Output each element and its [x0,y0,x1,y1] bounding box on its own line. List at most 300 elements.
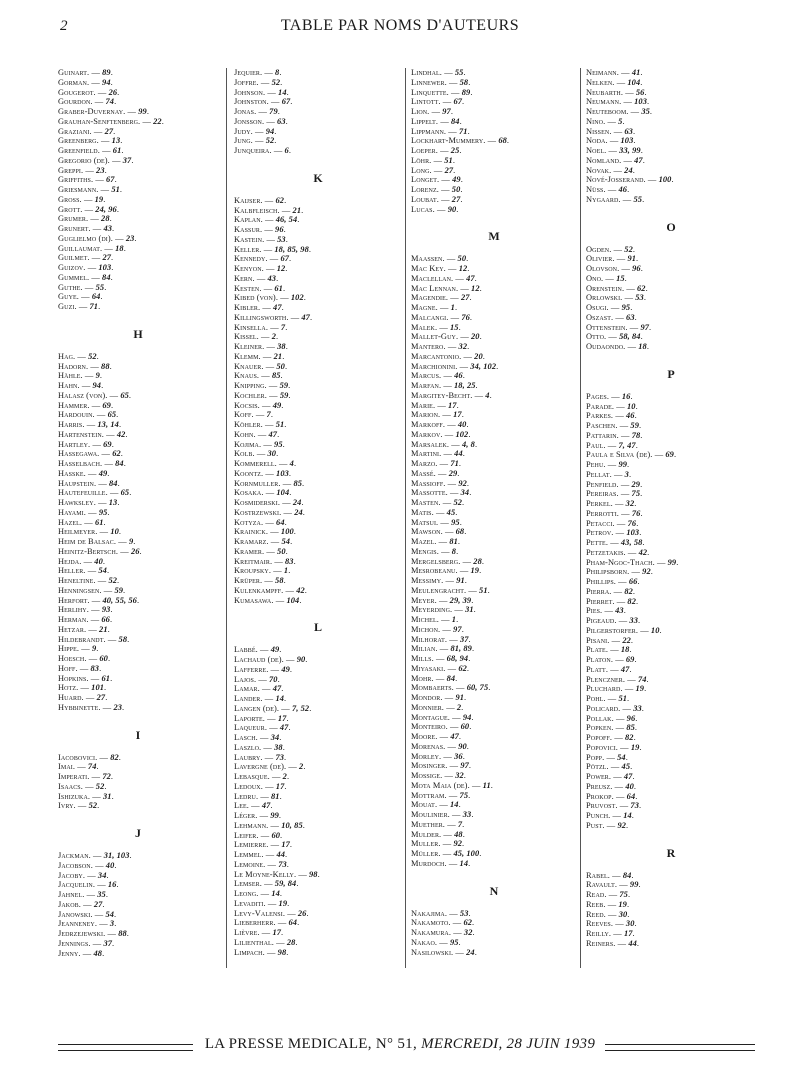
index-entry: Meyer. — 29, 39. [411,595,474,605]
author-name: Plenczner. — [586,674,638,684]
index-entry: Lockhart-Mummery. — 68. [411,136,510,146]
page-refs: 65 [120,488,130,498]
page-refs: 53 [459,908,469,918]
index-entry: Pruvost. — 73. [586,801,642,811]
page-refs: 84 [451,116,460,126]
page-refs: 50 [276,361,285,371]
page-refs: 103 [620,136,634,146]
author-name: Pigeaud. — [586,616,630,625]
page-refs: 1 [450,303,455,312]
author-name: Massioff. — [411,478,459,488]
page-refs: 70 [269,674,278,684]
index-entry: Mengis. — 8. [411,546,459,556]
author-name: Pattarin. — [586,430,632,440]
index-entry: Lebasque. — 2. [234,772,290,781]
page-refs: 102 [290,293,304,303]
author-name: Heilmeyer. — [58,527,111,537]
author-name: Otto. — [586,332,620,342]
page-refs: 34 [460,488,470,498]
index-entry: Messimy. — 91. [411,576,467,585]
page-refs: 26 [130,546,140,556]
author-name: Lieberherr. — [234,918,289,928]
page-refs: 63 [626,312,635,322]
index-entry: Nissen. — 63. [586,126,636,136]
index-entry: Lemoine. — 73. [234,859,289,869]
page-refs: 59 [279,381,289,390]
index-entry: Meulengracht. — 51. [411,585,490,595]
index-entry: Herman. — 66. [58,615,113,624]
author-name: Kojima. — [234,439,275,449]
page-refs: 100 [280,527,294,537]
index-entry: Hybbinette. — 23. [58,702,125,712]
page-refs: 26 [297,908,307,918]
index-entry: Leifer. — 60. [234,830,283,840]
index-entry: Petrov. — 103. [586,528,642,538]
author-name: Léger. — [234,811,271,820]
page-refs: 75 [619,890,628,899]
author-name: Ogden. — [586,244,625,254]
author-name: Heller. — [58,566,99,576]
author-name: Hotz. — [58,683,92,693]
author-name: Herlihy. — [58,605,102,615]
index-entry: Ogden. — 52. [586,244,636,254]
index-entry: Popp. — 54. [586,752,628,762]
author-name: Popoff. — [586,733,625,742]
author-name: Junqueira. — [234,146,285,155]
page-refs: 83 [285,556,294,566]
author-name: Markoff. — [411,420,458,429]
page-refs: 85 [271,371,281,381]
author-name: Lièvre. — [234,928,273,937]
index-entry: Guglielmo (di). — 23. [58,233,137,243]
page-refs: 8 [275,68,280,77]
index-entry: Kumasawa. — 104. [234,595,302,605]
page-refs: 94 [102,77,111,87]
page-refs: 7, 52 [291,703,310,713]
index-entry: Morley. — 36. [411,751,465,761]
index-entry: Nino. — 5. [586,116,625,126]
author-name: Kaijser. — [234,195,276,205]
index-entry: Miyasaki. — 62. [411,663,470,673]
page-refs: 17 [277,713,287,723]
column-divider [226,68,227,968]
index-entry: Lintott. — 67. [411,97,465,107]
page-refs: 100 [658,175,672,185]
page-refs: 33 [633,703,642,713]
index-entry: Platon. — 69. [586,655,637,664]
page-refs: 103 [626,528,640,538]
page-refs: 14 [278,87,287,97]
index-entry: Ono. — 15. [586,273,627,283]
author-name: Laszlo. — [234,742,275,752]
index-entry: Neimann. — 41. [586,68,643,77]
author-name: Hähle. — [58,371,96,381]
author-name: Ledru. — [234,791,272,801]
index-entry: Masten. — 52. [411,498,465,507]
index-entry: Guizov. — 103. [58,263,114,272]
page-refs: 28 [286,937,296,947]
page-refs: 97 [453,624,462,634]
index-entry: Maassen. — 50. [411,254,469,264]
author-name: Hahn. — [58,381,93,390]
author-name: Kostrzewski. — [234,507,295,517]
author-name: Leifer. — [234,830,272,840]
index-entry: Kohn. — 47. [234,429,280,439]
index-entry: Imperati. — 72. [58,772,114,781]
author-name: Huard. — [58,693,97,702]
index-entry: Marfan. — 18, 25. [411,381,478,390]
footer-text [200,1036,600,1053]
index-entry: Krüper. — 58. [234,576,286,585]
index-entry: Nakamoto. — 62. [411,918,475,928]
page-refs: 9 [91,644,97,654]
index-entry: Michon. — 97. [411,624,464,634]
page-refs: 28 [101,214,110,224]
page-refs: 36 [454,751,463,761]
index-entry: Mombaerts. — 60, 75. [411,683,491,693]
index-entry: Knauer. — 50. [234,361,288,371]
index-entry: Magendie. — 27. [411,293,472,303]
index-entry: Hawksley. — 13. [58,498,120,507]
page-refs: 30 [618,909,628,919]
author-name: Mesrobeanu. — [411,566,471,576]
author-name: Guillaumat. — [58,243,116,253]
page-refs: 82 [625,733,634,742]
author-name: Mosinger. — [411,761,461,771]
index-entry: Kissel. — 2. [234,332,279,342]
index-entry: Gorman. — 94. [58,77,113,87]
author-name: Greppi. — [58,165,97,175]
index-entry: Mota Maia (de). — 11. [411,780,493,790]
index-entry: Graber-Duvernay. — 99. [58,107,150,116]
page-refs: 13 [111,136,121,146]
page-refs: 19 [618,899,627,909]
page-refs: 46, 54 [275,215,298,225]
index-entry: Ravault. — 99. [586,880,641,890]
page-refs: 47 [279,723,289,733]
author-name: Kalbfleisch. — [234,205,293,215]
index-entry: Power. — 47. [586,772,635,781]
index-entry: Jakob. — 27. [58,899,105,909]
author-name: Hartenstein. — [58,429,117,439]
page-refs: 96 [275,225,284,234]
index-entry: Mac Key. — 12. [411,264,470,273]
index-entry: Mazel. — 81. [411,537,461,546]
index-entry: Pollak. — 96. [586,713,638,723]
author-name: Johnson. — [234,87,279,97]
page-refs: 33 [462,810,472,819]
page-refs: 9 [128,537,134,546]
page-refs: 41 [631,68,641,77]
author-name: Longet. — [411,175,453,185]
index-entry: Rabel. — 84. [586,870,634,880]
index-entry: Kennedy. — 67. [234,254,292,264]
page-refs: 17 [272,928,282,937]
author-name: Ivry. — [58,801,89,811]
page-refs: 38 [277,342,286,351]
author-name: Margitey-Becht. — [411,390,486,400]
author-name: Neimann. — [586,68,632,77]
page-refs: 48 [93,948,103,958]
author-name: Kesten. — [234,283,275,293]
author-name: Osugi. — [586,303,622,312]
index-entry: Osugi. — 95. [586,303,633,312]
page-refs: 101 [91,683,105,693]
author-name: Neubarth. — [586,87,636,97]
author-name: Jenny. — [58,948,94,958]
index-column-2 [234,68,402,992]
author-name: Mulder. — [411,829,455,839]
author-name: Neumann. — [586,97,635,107]
index-entry: Labbé. — 49. [234,645,282,655]
page-refs: 64 [626,791,636,801]
index-entry: Jacobson. — 40. [58,860,117,870]
author-name: Judy. — [234,126,266,136]
page-refs: 10 [110,527,119,537]
author-name: Kramer. — [234,546,278,556]
author-name: Jung. — [234,136,266,146]
page-refs: 67 [280,254,290,264]
author-name: Meyer. — [411,595,450,605]
author-name: Lemmel. — [234,850,277,859]
author-name: Haupstein. — [58,478,110,488]
index-entry: Kosaka. — 104. [234,488,292,498]
author-name: Graziani. — [58,126,105,136]
author-name: Lockhart-Mummery. — [411,136,499,146]
page-refs: 17 [453,410,462,420]
author-name: Parade. — [586,401,627,411]
page-refs: 95 [98,507,108,517]
index-entry: Matsui. — 95. [411,517,462,527]
index-entry: Kostrzewski. — 24. [234,507,305,517]
page-refs: 81 [271,791,280,801]
index-entry: Reilly. — 17. [586,929,635,938]
index-entry: Reeb. — 19. [586,899,630,909]
page-refs: 11 [482,780,491,790]
author-name: Pellat. — [586,469,625,479]
author-name: Nüss. — [586,185,619,194]
index-entry: Johnson. — 14. [234,87,289,97]
page-refs: 68 [498,136,507,146]
index-entry: Policard. — 33. [586,703,644,713]
page-refs: 64 [288,918,298,928]
author-name: Markov. — [411,429,456,439]
index-entry: Hopkins. — 61. [58,673,113,683]
index-entry: Mohr. — 84. [411,673,458,683]
author-name: Kleiner. — [234,342,278,351]
index-entry: Marchionini. — 34, 102. [411,361,499,371]
page-refs: 17 [275,781,285,791]
page-refs: 91 [455,693,465,702]
index-entry: Judy. — 94. [234,126,277,136]
index-entry: Lee. — 47. [234,801,273,811]
index-entry: Jeanneney. — 3. [58,919,117,929]
page-refs: 93 [101,605,111,615]
author-name: Neuteboom. — [586,107,642,116]
author-name: Lemoine. — [234,859,279,869]
page-refs: 27 [460,293,470,303]
page-refs: 74 [105,97,115,107]
author-name: Oudaondo. — [586,342,639,351]
index-entry: Jacoby. — 34. [58,870,109,880]
author-name: Marzo. — [411,459,451,468]
author-name: Greenberg. — [58,136,112,146]
author-name: Popp. — [586,752,618,762]
page-refs: 52 [95,781,105,791]
page-refs: 51 [618,694,628,703]
page-refs: 88 [118,929,127,938]
index-entry: Mills. — 68, 94. [411,654,471,663]
index-entry: Mawson. — 68. [411,527,467,537]
author-name: Orenstein. — [586,283,638,293]
index-entry: Kastein. — 53. [234,234,288,244]
index-entry: Mottram. — 75. [411,790,471,800]
index-entry: Plate. — 18. [586,645,632,655]
page-refs: 75 [459,790,469,800]
page-refs: 31, 103 [103,851,130,860]
page-refs: 92 [617,820,627,830]
page-refs: 24 [294,507,303,517]
page-refs: 47 [261,801,271,811]
page-refs: 18, 25 [454,381,476,390]
index-entry: Marion. — 17. [411,410,464,420]
author-name: Kibed (von). — [234,293,291,303]
index-entry: Kassur. — 96. [234,225,286,234]
page-refs: 76 [627,518,637,528]
page-refs: 7, 47 [618,440,636,450]
page-refs: 40 [105,860,115,870]
author-name: Paschen. — [586,421,631,430]
page-refs: 54 [281,537,291,546]
page-refs: 61 [112,146,122,155]
index-entry: Jonsson. — 63. [234,116,288,126]
author-name: Kern. — [234,273,268,283]
column-divider [405,68,406,968]
author-name: Platt. — [586,664,621,674]
author-name: Klemm. — [234,351,274,361]
author-name: Pierret. — [586,596,628,606]
page-refs: 43 [615,606,624,616]
index-entry: Kaplan. — 46, 54. [234,215,300,225]
index-entry: Reed. — 30. [586,909,630,919]
author-name: Heneltine. — [58,576,109,585]
page-refs: 64 [276,517,285,527]
index-entry: Olivier. — 91. [586,254,639,264]
page-refs: 84 [109,478,118,488]
index-entry: Grauhan-Senftenberg. — 22. [58,116,164,126]
index-entry: Harris. — 13, 14. [58,420,122,429]
page-refs: 25 [450,146,460,155]
page-refs: 23 [96,165,105,175]
author-name: Hag. — [58,351,89,361]
index-entry: Hoff. — 83. [58,663,102,673]
page-refs: 43 [103,224,113,233]
index-entry: Nomland. — 47. [586,155,645,165]
author-name: Maclellan. — [411,273,467,283]
index-entry: Hejda. — 40. [58,556,106,566]
author-name: Lander. — [234,694,276,703]
index-entry: Platt. — 47. [586,664,632,674]
author-name: Lucas. — [411,204,448,214]
author-name: Martini. — [411,449,455,459]
author-name: Noel. — [586,146,620,155]
page-refs: 85 [626,723,635,733]
page-refs: 18 [620,645,630,655]
index-entry: Greenberg. — 13. [58,136,123,146]
author-name: Nino. — [586,116,619,126]
index-entry: Kibed (von). — 102. [234,293,306,303]
index-entry: Murdoch. — 14. [411,858,471,868]
page-refs: 69 [665,450,674,460]
author-name: Mantero. — [411,342,459,351]
author-name: Gougerot. — [58,87,109,97]
author-name: Pham-Ngoc-Thach. — [586,557,668,567]
page-refs: 62 [112,449,121,459]
index-entry: Hautefeuille. — 65. [58,488,132,498]
page-refs: 68, 94 [446,654,469,663]
page-refs: 82 [627,596,636,606]
index-entry: Griesmann. — 51. [58,185,123,194]
page-refs: 62 [637,283,646,293]
index-entry: Pierret. — 82. [586,596,639,606]
index-entry: Gross. — 19. [58,194,106,204]
section-letter: O [666,219,676,234]
index-entry: Ishizuka. — 31. [58,791,114,801]
index-entry: Kreitmair. — 83. [234,556,296,566]
author-name: Massé. — [411,468,449,478]
index-entry: Massioff. — 92. [411,478,470,488]
page-refs: 27 [93,899,103,909]
index-entry: Lemierre. — 17. [234,840,293,850]
page-refs: 42 [296,585,305,595]
index-entry: Guilmet. — 27. [58,253,114,263]
author-name: Marcus. — [411,371,455,381]
index-entry: Penfield. — 29. [586,479,643,489]
page-refs: 12 [471,283,480,293]
page-refs: 1 [283,566,289,576]
page-refs: 10, 85 [281,820,303,830]
index-entry: Phillips. — 66. [586,577,640,586]
page-refs: 99 [618,460,628,469]
page-refs: 21 [273,351,283,361]
page-refs: 14 [623,811,632,820]
author-name: Magne. — [411,303,451,312]
author-name: Pies. — [586,606,616,616]
index-entry: Joffre. — 52. [234,77,283,87]
author-name: Laubry. — [234,752,276,762]
page-refs: 47 [268,429,278,439]
author-name: Hammer. — [58,400,103,410]
author-name: Prokop. — [586,791,627,801]
author-name: Hardouin. — [58,410,108,420]
page-refs: 27 [104,126,114,136]
index-entry: Lafferre. — 49. [234,664,293,674]
page-refs: 49 [270,645,280,655]
author-name: Koff. — [234,410,267,420]
page-refs: 19 [635,684,645,694]
page-refs: 42 [638,547,648,557]
index-entry: Preusz. — 40. [586,781,637,791]
page-refs: 14 [459,858,469,868]
index-entry: Grott. — 24, 96. [58,204,120,214]
index-entry: Moore. — 47. [411,732,462,741]
author-name: Nissen. — [586,126,625,136]
index-entry: Herfort. — 40, 55, 56. [58,595,140,605]
author-name: Miyasaki. — [411,663,459,673]
index-entry: Löhr. — 51. [411,155,456,165]
index-entry: Halasz (von). — 65. [58,390,132,400]
author-name: Halasz (von). — [58,390,121,400]
